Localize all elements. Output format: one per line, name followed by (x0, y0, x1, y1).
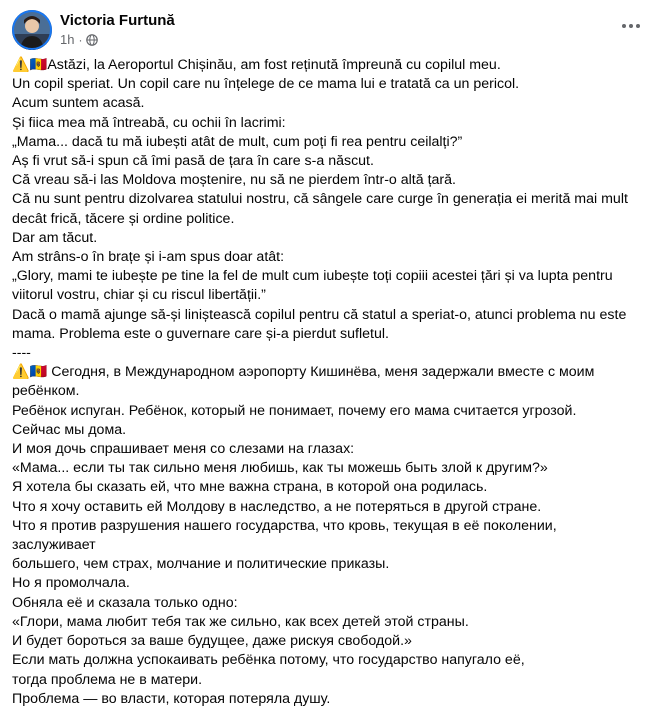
post-text-line: Acum suntem acasă. (12, 95, 145, 112)
post-text-line: тогда проблема не в матери. (12, 671, 203, 688)
post-text-line: Проблема — во власти, которая потеряла душу. (12, 690, 331, 707)
post-text-line: Что я хочу оставить ей Молдову в наследство, а не потеряться в другой стране. (12, 498, 542, 515)
post-text-line: большего, чем страх, молчание и политические приказы. (12, 556, 390, 573)
post-text-line: «Мама... если ты так сильно меня любишь, как ты можешь быть злой к другим?» (12, 460, 548, 477)
avatar[interactable] (12, 10, 52, 50)
menu-dot (636, 24, 640, 28)
post-text-line: ⚠️🇲🇩 Сегодня, в Международном аэропорту Кишинёва, меня задержали вместе с моим (12, 364, 595, 381)
post-text-line: Сейчас мы дома. (12, 421, 127, 438)
post-header (12, 10, 645, 50)
avatar-ring (12, 10, 52, 50)
post-text-line: Aș fi vrut să-i spun că îmi pasă de țara în care s-a născut. (12, 153, 374, 170)
post-text-line: Că nu sunt pentru dizolvarea statului nostru, că sângele care curge în generația ei merită mai mult (12, 191, 628, 208)
post-text-line: Я хотела бы сказать ей, что мне важна страна, в которой она родилась. (12, 479, 488, 496)
post-text-line: ---- (12, 345, 31, 362)
post-text-line: ребёнком. (12, 383, 80, 400)
more-options-icon[interactable] (617, 16, 645, 36)
post-text-line: Если мать должна успокаивать ребёнка потому, что государство напугало её, (12, 652, 525, 669)
post-time[interactable]: 1h (60, 32, 75, 47)
meta-separator: · (78, 32, 83, 47)
post-text-line: Am strâns-o în brațe și i-am spus doar atât: (12, 249, 285, 266)
post-text-line: Ребёнок испуган. Ребёнок, который не понимает, почему его мама считается угрозой. (12, 402, 577, 419)
post-text-line: ⚠️🇲🇩Astăzi, la Aeroportul Chișinău, am fost reținută împreună cu copilul meu. (12, 57, 501, 73)
post-text-line: decât frică, tăcere și ordine politice. (12, 210, 235, 227)
post-text-line: Și fiica mea mă întreabă, cu ochii în lacrimi: (12, 114, 286, 131)
post-meta (60, 32, 98, 47)
post-text-line: Что я против разрушения нашего государства, что кровь, текущая в её поколении, заслуживает (12, 517, 561, 554)
post-text-line: „Mama... dacă tu mă iubești atât de mult, cum poți fi rea pentru ceilalți?” (12, 133, 463, 150)
post-text-line: „Glory, mami te iubește pe tine la fel de mult cum iubește toți copiii acestei țări și va lupta pentru (12, 268, 613, 285)
post-text-line: viitorul vostru, chiar și cu riscul libertății.” (12, 287, 266, 304)
globe-icon (86, 34, 98, 46)
post-text-line: «Глори, мама любит тебя так же сильно, как всех детей этой страны. (12, 613, 469, 630)
author-name[interactable]: Victoria Furtună (60, 12, 175, 29)
post-text-line: И будет бороться за ваше будущее, даже рискуя свободой.» (12, 633, 412, 650)
post-text-line: Dar am tăcut. (12, 229, 98, 246)
menu-dot (629, 24, 633, 28)
post-text-line: Dacă o mamă ajunge să-și liniștească copilul pentru că statul a speriat-o, atunci problema nu este (12, 306, 627, 323)
menu-dot (622, 24, 626, 28)
post-text-line: Un copil speriat. Un copil care nu înțelege de ce mama lui e tratată ca un pericol. (12, 76, 520, 93)
post-text-line: Обняла её и сказала только одно: (12, 594, 238, 611)
post-text (12, 56, 642, 709)
post-text-line: И моя дочь спрашивает меня со слезами на глазах: (12, 441, 355, 458)
post-text-line: mama. Problema este o guvernare care și-a pierdut sufletul. (12, 325, 389, 342)
post-text-line: Но я промолчала. (12, 575, 130, 592)
post-text-line: Că vreau să-i las Moldova moștenire, nu să ne pierdem într-o altă țară. (12, 172, 456, 189)
